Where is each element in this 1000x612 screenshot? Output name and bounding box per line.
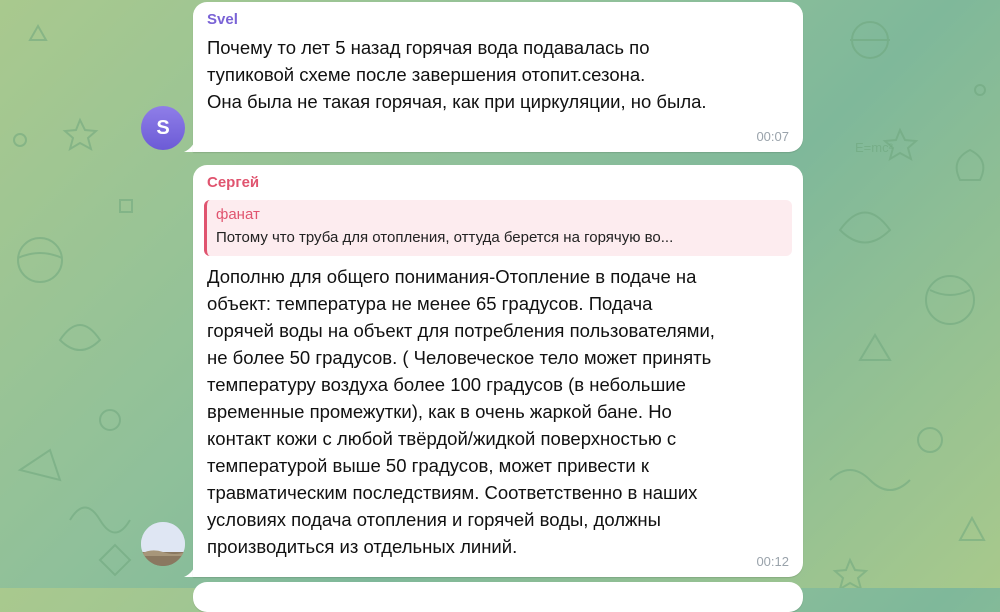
- avatar-photo-icon: [141, 522, 185, 566]
- avatar-letter: S: [156, 116, 170, 139]
- message-time: 00:12: [756, 554, 789, 569]
- message-bubble[interactable]: [193, 165, 803, 577]
- message-bubble[interactable]: [193, 2, 803, 152]
- avatar[interactable]: [141, 522, 185, 566]
- reply-author: фанат: [216, 206, 260, 223]
- message-text: Почему то лет 5 назад горячая вода подавалась по тупиковой схеме после завершения отопит.сезона. Она была не такая горячая, как при циркуляции, но была.: [207, 37, 707, 112]
- sender-name[interactable]: Svel: [207, 11, 238, 28]
- reply-quote[interactable]: [204, 200, 792, 256]
- message-time: 00:07: [756, 129, 789, 144]
- svg-text:E=mc²: E=mc²: [855, 140, 893, 155]
- reply-text: Потому что труба для отопления, оттуда берется на горячую во...: [216, 229, 674, 246]
- avatar[interactable]: [141, 106, 185, 150]
- sender-name[interactable]: Сергей: [207, 174, 260, 191]
- message-text: Дополню для общего понимания-Отопление в подаче на объект: температура не менее 65 градусов. Подача горячей воды на объект для потребления пользователями, не более 50 градусов. ( Человеческое тело может принять температуру воздуха более 100 градусов (в небольшие временные промежутки), как в очень жаркой бане. Но контакт кожи с любой твёрдой/жидкой поверхностью с температурой выше 50 градусов, может привести к травматическим последствиям. Соответственно в наших условиях подача отопления и горячей воды, должны производиться из отдельных линий.: [207, 266, 715, 557]
- message-bubble[interactable]: [193, 582, 803, 612]
